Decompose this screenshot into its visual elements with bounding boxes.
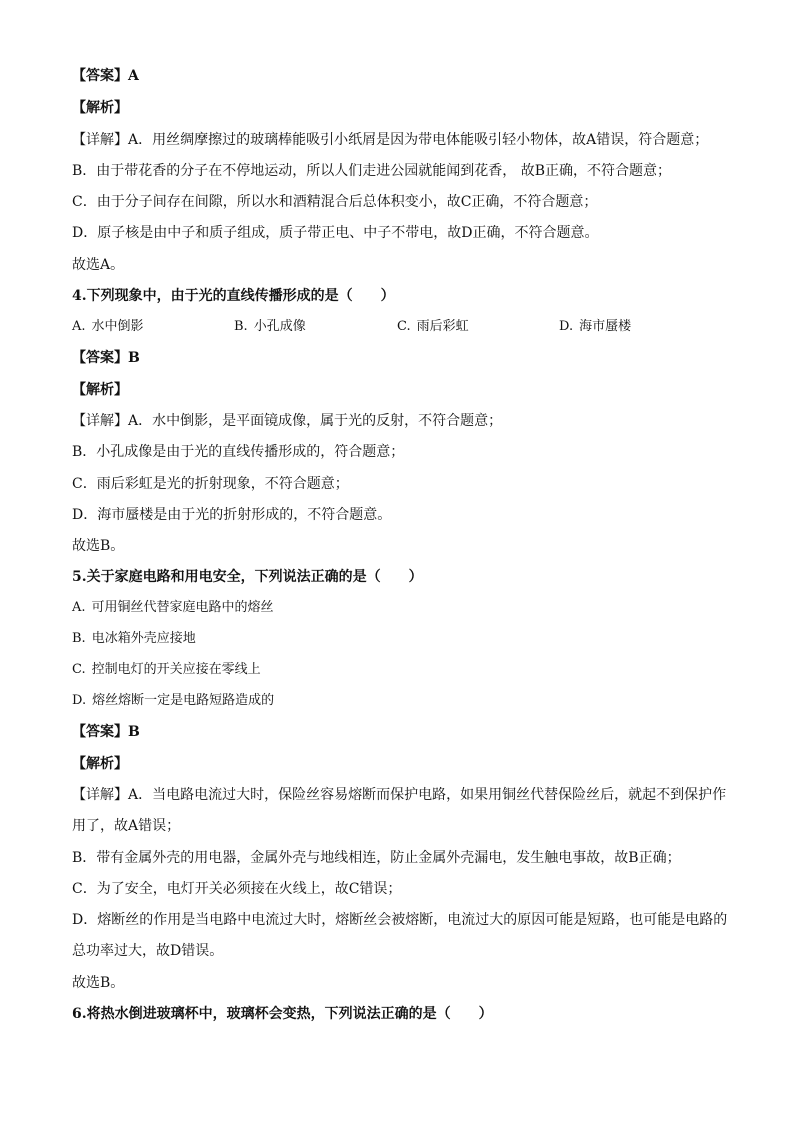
q5-option-b-text: 电冰箱外壳应接地 <box>91 631 196 646</box>
q4-conclusion: 故选B。 <box>72 538 125 554</box>
q4-stem: 4.下列现象中，由于光的直线传播形成的是（ ） <box>72 288 395 304</box>
q3-detail-a: 【详解】A．用丝绸摩擦过的玻璃棒能吸引小纸屑是因为带电体能吸引轻小物体，故A错误，符合题意； <box>72 132 709 148</box>
q5-analysis-heading: 【解析】 <box>72 756 128 772</box>
q4-option-c-letter: C. <box>397 319 411 334</box>
q4-option-b <box>234 317 306 337</box>
q4-option-d-text: 海市蜃楼 <box>579 319 632 334</box>
q4-option-b-text: 小孔成像 <box>253 319 306 334</box>
q3-detail-c: C．由于分子间存在间隙，所以水和酒精混合后总体积变小，故C正确，不符合题意； <box>72 194 598 210</box>
q4-option-a-letter: A. <box>72 319 86 334</box>
q4-detail-b: B．小孔成像是由于光的直线传播形成的，符合题意； <box>72 444 405 460</box>
q4-option-a-text: 水中倒影 <box>91 319 144 334</box>
q5-stem: 5.关于家庭电路和用电安全，下列说法正确的是（ ） <box>72 569 423 585</box>
q4-detail-d: D．海市蜃楼是由于光的折射形成的，不符合题意。 <box>72 507 392 523</box>
q5-option-c-letter: C. <box>72 662 86 677</box>
q5-detail-d-line1: D．熔断丝的作用是当电路中电流过大时，熔断丝会被熔断，电流过大的原因可能是短路，也可能是电路的 <box>72 912 728 928</box>
q5-option-b <box>72 629 196 649</box>
q5-option-a <box>72 598 274 618</box>
q4-option-d-letter: D. <box>559 319 574 334</box>
q5-option-d-text: 熔丝熔断一定是电路短路造成的 <box>92 693 275 708</box>
q5-conclusion: 故选B。 <box>72 975 125 991</box>
q4-option-d <box>559 317 631 337</box>
q5-detail-d-line2: 总功率过大，故D错误。 <box>72 943 224 959</box>
q5-option-a-letter: A. <box>72 600 86 615</box>
q4-option-a <box>72 317 144 337</box>
q4-option-c <box>397 317 469 337</box>
q5-detail-b: B．带有金属外壳的用电器，金属外壳与地线相连，防止金属外壳漏电，发生触电事故，故B正确； <box>72 850 681 866</box>
q5-option-a-text: 可用铜丝代替家庭电路中的熔丝 <box>91 600 274 615</box>
q3-detail-b: B．由于带花香的分子在不停地运动，所以人们走进公园就能闻到花香， 故B正确，不符合题意； <box>72 163 672 179</box>
q3-conclusion: 故选A。 <box>72 257 125 273</box>
q4-detail-c: C．雨后彩虹是光的折射现象，不符合题意； <box>72 476 349 492</box>
q4-option-c-text: 雨后彩虹 <box>416 319 469 334</box>
q3-detail-d: D．原子核是由中子和质子组成，质子带正电、中子不带电，故D正确，不符合题意。 <box>72 225 599 241</box>
q4-answer: 【答案】B <box>72 350 140 366</box>
q5-option-d <box>72 691 274 711</box>
q5-option-c-text: 控制电灯的开关应接在零线上 <box>91 662 261 677</box>
q5-answer: 【答案】B <box>72 724 140 740</box>
q6-stem: 6.将热水倒进玻璃杯中，玻璃杯会变热，下列说法正确的是（ ） <box>72 1006 493 1022</box>
q4-analysis-heading: 【解析】 <box>72 382 128 398</box>
q4-detail-a: 【详解】A．水中倒影，是平面镜成像，属于光的反射，不符合题意； <box>72 413 503 429</box>
q5-option-c <box>72 660 261 680</box>
q5-detail-a-line1: 【详解】A．当电路电流过大时，保险丝容易熔断而保护电路，如果用铜丝代替保险丝后，就起不到保护作 <box>72 787 727 803</box>
q4-option-b-letter: B. <box>234 319 248 334</box>
q5-detail-c: C．为了安全，电灯开关必须接在火线上，故C错误； <box>72 881 402 897</box>
q5-option-b-letter: B. <box>72 631 86 646</box>
q3-analysis-heading: 【解析】 <box>72 100 128 116</box>
q3-answer: 【答案】A <box>72 68 139 84</box>
q5-detail-a-line2: 用了，故A错误； <box>72 818 181 834</box>
q5-option-d-letter: D. <box>72 693 87 708</box>
